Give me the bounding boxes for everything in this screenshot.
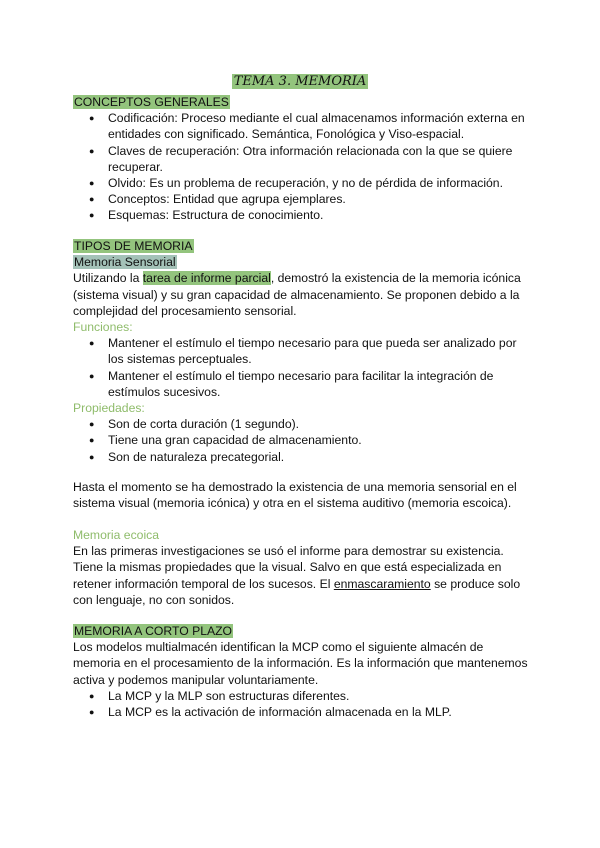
section-mcp bbox=[73, 623, 533, 720]
list-item: ● Codificación: Proceso mediante el cual almacenamos información externa en entidades con significado. Semántica, Fonológica y Viso-espacial. bbox=[73, 110, 533, 142]
heading-mcp: MEMORIA A CORTO PLAZO bbox=[74, 624, 233, 638]
heading-ecoica: Memoria ecoica bbox=[73, 528, 160, 542]
document-title bbox=[0, 73, 600, 90]
list-item: ● Conceptos: Entidad que agrupa ejemplares. bbox=[73, 191, 533, 207]
list-item: ● Mantener el estímulo el tiempo necesario para que pueda ser analizado por los sistemas perceptuales. bbox=[73, 335, 533, 367]
list-item: ● Son de naturaleza precategorial. bbox=[73, 449, 533, 465]
section-ecoica bbox=[73, 527, 533, 608]
section-conceptos bbox=[73, 94, 533, 224]
intro-text-after: , demostró la existencia de la memoria icónica (sistema visual) y su gran capacidad de almacenamiento. Se proponen debido a la complejidad del procesamiento sensorial. bbox=[73, 271, 521, 318]
list-item: ● Olvido: Es un problema de recuperación, y no de pérdida de información. bbox=[73, 175, 533, 191]
list-item: ● La MCP es la activación de información almacenada en la MLP. bbox=[73, 704, 533, 720]
list-item: ● Claves de recuperación: Otra información relacionada con la que se quiere recuperar. bbox=[73, 143, 533, 175]
sensorial-intro bbox=[73, 270, 533, 319]
ecoica-underline: enmascaramiento bbox=[333, 576, 431, 591]
ecoica-text-after: se produce solo con lenguaje, no con sonidos. bbox=[73, 576, 521, 607]
list-item: ● Son de corta duración (1 segundo). bbox=[73, 416, 533, 432]
paragraph-hasta bbox=[73, 479, 533, 511]
propiedades-list bbox=[73, 416, 533, 465]
heading-sensorial: Memoria Sensorial bbox=[74, 255, 176, 270]
title-text: TEMA 3. MEMORIA bbox=[233, 74, 367, 89]
conceptos-list bbox=[73, 110, 533, 223]
section-tipos bbox=[73, 238, 533, 465]
list-item: ● La MCP y la MLP son estructuras diferentes. bbox=[73, 688, 533, 704]
funciones-list bbox=[73, 335, 533, 400]
ecoica-text: En las primeras investigaciones se usó el informe para demostrar su existencia. Tiene la mismas propiedades que la visual. Salvo en que está especializada en retener información temporal de los sucesos. El bbox=[73, 544, 504, 591]
mcp-intro: Los modelos multialmacén identifican la MCP como el siguiente almacén de memoria en el procesamiento de la información. Es la información que mantenemos activa y podemos manipular voluntariamente. bbox=[73, 640, 528, 687]
propiedades-label: Propiedades: bbox=[73, 401, 145, 416]
list-item: ● Tiene una gran capacidad de almacenamiento. bbox=[73, 432, 533, 448]
heading-conceptos: CONCEPTOS GENERALES bbox=[74, 95, 229, 109]
hasta-text: Hasta el momento se ha demostrado la existencia de una memoria sensorial en el sistema visual (memoria icónica) y otra en el sistema auditivo (memoria escoica). bbox=[73, 480, 517, 511]
funciones-label: Funciones: bbox=[73, 320, 133, 335]
list-item: ● Mantener el estímulo el tiempo necesario para facilitar la integración de estímulos sucesivos. bbox=[73, 368, 533, 400]
heading-tipos: TIPOS DE MEMORIA bbox=[74, 239, 193, 253]
ecoica-paragraph bbox=[73, 543, 533, 608]
intro-text: Utilizando la bbox=[73, 271, 143, 286]
intro-highlight: tarea de informe parcial bbox=[142, 271, 271, 286]
list-item: ● Esquemas: Estructura de conocimiento. bbox=[73, 207, 533, 223]
mcp-list bbox=[73, 688, 533, 720]
